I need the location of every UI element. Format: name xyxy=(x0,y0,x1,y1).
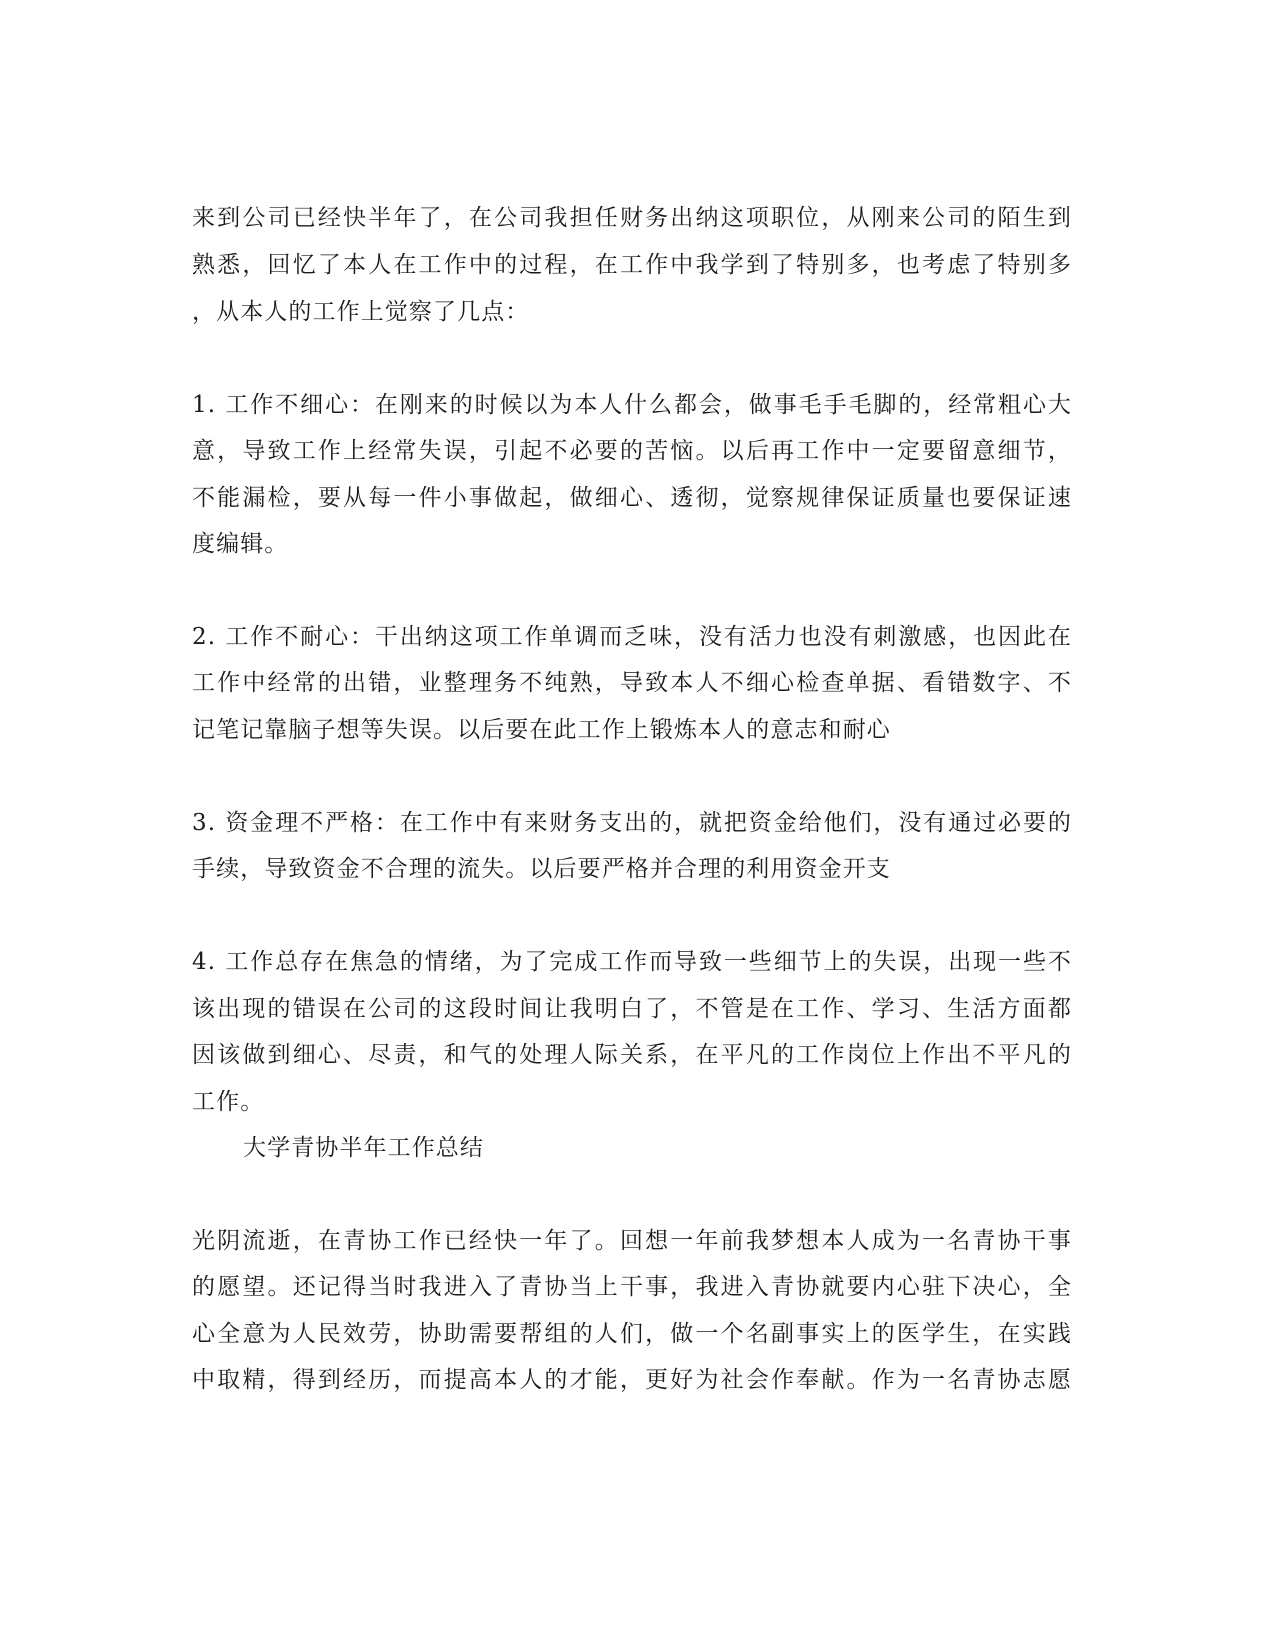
point1-line-1: 1. 工作不细心：在刚来的时候以为本人什么都会，做事毛手毛脚的，经常粗心大 xyxy=(192,392,1072,418)
point3-line-2: 手续，导致资金不合理的流失。以后要严格并合理的利用资金开支 xyxy=(192,856,891,882)
point3-line-1: 3. 资金理不严格：在工作中有来财务支出的，就把资金给他们，没有通过必要的 xyxy=(192,810,1072,836)
point4-line-3: 因该做到细心、尽责，和气的处理人际关系，在平凡的工作岗位上作出不平凡的 xyxy=(192,1042,1072,1068)
point1-line-3: 不能漏检，要从每一件小事做起，做细心、透彻，觉察规律保证质量也要保证速 xyxy=(192,485,1072,511)
point4-line-1: 4. 工作总存在焦急的情绪，为了完成工作而导致一些细节上的失误，出现一些不 xyxy=(192,949,1072,975)
intro-line-2: 熟悉，回忆了本人在工作中的过程，在工作中我学到了特别多，也考虑了特别多 xyxy=(192,252,1072,278)
intro-line-3: ，从本人的工作上觉察了几点： xyxy=(192,299,530,325)
intro-line-1: 来到公司已经快半年了，在公司我担任财务出纳这项职位，从刚来公司的陌生到 xyxy=(192,205,1072,231)
point2-line-2: 工作中经常的出错，业整理务不纯熟，导致本人不细心检查单据、看错数字、不 xyxy=(192,670,1072,696)
point2-line-3: 记笔记靠脑子想等失误。以后要在此工作上锻炼本人的意志和耐心 xyxy=(192,717,891,743)
section-body-line-1: 光阴流逝，在青协工作已经快一年了。回想一年前我梦想本人成为一名青协干事 xyxy=(192,1228,1072,1254)
point2-line-1: 2. 工作不耐心：干出纳这项工作单调而乏味，没有活力也没有刺激感，也因此在 xyxy=(192,624,1072,650)
point1-line-2: 意，导致工作上经常失误，引起不必要的苦恼。以后再工作中一定要留意细节， xyxy=(192,438,1072,464)
section-title: 大学青协半年工作总结 xyxy=(243,1135,484,1161)
section-body-line-2: 的愿望。还记得当时我进入了青协当上干事，我进入青协就要内心驻下决心，全 xyxy=(192,1274,1072,1300)
section-body-line-3: 心全意为人民效劳，协助需要帮组的人们，做一个名副事实上的医学生，在实践 xyxy=(192,1321,1072,1347)
point1-line-4: 度编辑。 xyxy=(192,531,289,557)
section-body-line-4: 中取精，得到经历，而提高本人的才能，更好为社会作奉献。作为一名青协志愿 xyxy=(192,1367,1072,1393)
point4-line-4: 工作。 xyxy=(192,1089,265,1115)
point4-line-2: 该出现的错误在公司的这段时间让我明白了，不管是在工作、学习、生活方面都 xyxy=(192,996,1072,1022)
